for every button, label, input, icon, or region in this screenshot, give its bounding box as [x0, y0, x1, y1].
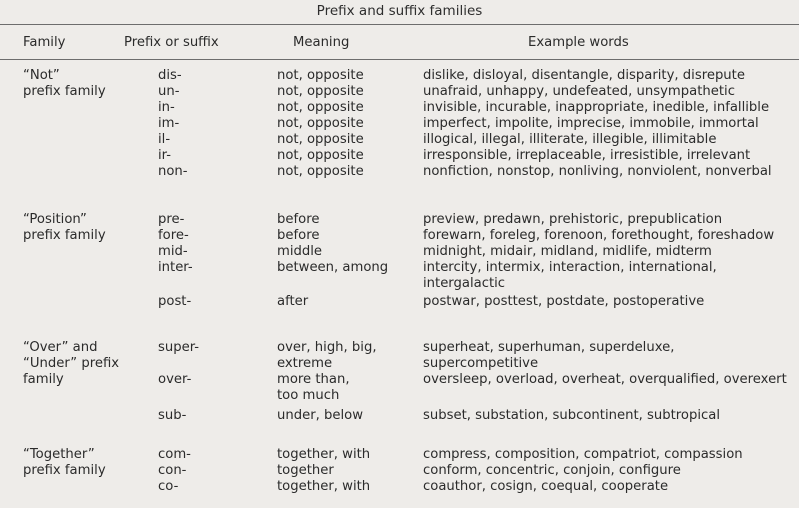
table-row	[0, 463, 799, 479]
prefix-cell: post-	[158, 294, 192, 309]
meaning-header: Meaning	[293, 35, 350, 50]
not-prefix-group	[0, 68, 799, 180]
table-row	[0, 164, 799, 180]
meaning-cell: middle	[277, 244, 323, 259]
meaning-cell: together, with	[277, 447, 371, 462]
meaning-cell: not, opposite	[277, 68, 364, 83]
prefix-cell: con-	[158, 463, 187, 478]
examples-cell: compress, composition, compatriot, compassion	[423, 447, 743, 462]
prefix-cell: dis-	[158, 68, 182, 83]
meaning-cell: together	[277, 463, 334, 478]
table-row	[0, 148, 799, 164]
examples-cell: forewarn, foreleg, forenoon, forethought, foreshadow	[423, 228, 775, 243]
examples-cell: illogical, illegal, illiterate, illegible, illimitable	[423, 132, 717, 147]
over-under-prefix-group	[0, 340, 799, 424]
examples-cell: dislike, disloyal, disentangle, disparity, disrepute	[423, 68, 745, 83]
family-header: Family	[23, 35, 66, 50]
examples-cell: preview, predawn, prehistoric, prepublication	[423, 212, 723, 227]
header-rule	[0, 59, 799, 60]
examples-header: Example words	[528, 35, 629, 50]
table-row	[0, 340, 799, 372]
table-row	[0, 228, 799, 244]
prefix-cell: fore-	[158, 228, 189, 243]
prefix-cell: super-	[158, 340, 200, 355]
table-row	[0, 68, 799, 84]
together-prefix-group	[0, 447, 799, 495]
examples-cell: oversleep, overload, overheat, overqualified, overexert	[423, 372, 787, 387]
prefix-cell: un-	[158, 84, 180, 99]
table-header-row	[0, 35, 799, 53]
meaning-cell: over, high, big, extreme	[277, 340, 377, 371]
prefix-cell: non-	[158, 164, 188, 179]
table-row	[0, 447, 799, 463]
prefix-cell: pre-	[158, 212, 185, 227]
table-row	[0, 116, 799, 132]
prefix-cell: mid-	[158, 244, 188, 259]
table-title: Prefix and suffix families	[316, 3, 483, 19]
family-label: “Not” prefix family	[23, 68, 106, 99]
meaning-cell: before	[277, 212, 320, 227]
meaning-cell: not, opposite	[277, 100, 364, 115]
meaning-cell: not, opposite	[277, 164, 364, 179]
table-row	[0, 244, 799, 260]
prefix-cell: inter-	[158, 260, 193, 275]
meaning-cell: under, below	[277, 408, 364, 423]
examples-cell: imperfect, impolite, imprecise, immobile, immortal	[423, 116, 759, 131]
prefix-cell: im-	[158, 116, 180, 131]
prefix-cell: co-	[158, 479, 179, 494]
table-row	[0, 294, 799, 310]
examples-cell: unafraid, unhappy, undefeated, unsympathetic	[423, 84, 735, 99]
table-row	[0, 479, 799, 495]
examples-cell: invisible, incurable, inappropriate, inedible, infallible	[423, 100, 770, 115]
prefix-cell: il-	[158, 132, 171, 147]
meaning-cell: not, opposite	[277, 132, 364, 147]
table-row	[0, 100, 799, 116]
meaning-cell: after	[277, 294, 309, 309]
top-rule	[0, 24, 799, 25]
meaning-cell: between, among	[277, 260, 389, 275]
meaning-cell: not, opposite	[277, 84, 364, 99]
table-row	[0, 260, 799, 292]
meaning-cell: not, opposite	[277, 116, 364, 131]
examples-cell: postwar, posttest, postdate, postoperative	[423, 294, 705, 309]
meaning-cell: together, with	[277, 479, 371, 494]
examples-cell: coauthor, cosign, coequal, cooperate	[423, 479, 669, 494]
examples-cell: midnight, midair, midland, midlife, midterm	[423, 244, 712, 259]
prefix-cell: ir-	[158, 148, 171, 163]
examples-cell: subset, substation, subcontinent, subtropical	[423, 408, 721, 423]
prefix-header: Prefix or suffix	[124, 35, 219, 50]
prefix-cell: in-	[158, 100, 175, 115]
meaning-cell: before	[277, 228, 320, 243]
prefix-cell: over-	[158, 372, 192, 387]
table-row	[0, 132, 799, 148]
examples-cell: nonfiction, nonstop, nonliving, nonviolent, nonverbal	[423, 164, 772, 179]
prefix-cell: com-	[158, 447, 191, 462]
family-label: “Over” and “Under” prefix family	[23, 340, 120, 387]
table-row	[0, 372, 799, 404]
meaning-cell: not, opposite	[277, 148, 364, 163]
examples-cell: superheat, superhuman, superdeluxe, supercompetitive	[423, 340, 675, 371]
table-row	[0, 212, 799, 228]
table-row	[0, 84, 799, 100]
table-row	[0, 408, 799, 424]
position-prefix-group	[0, 212, 799, 310]
prefix-cell: sub-	[158, 408, 187, 423]
examples-cell: intercity, intermix, interaction, international, intergalactic	[423, 260, 717, 291]
family-label: “Together” prefix family	[23, 447, 106, 478]
examples-cell: irresponsible, irreplaceable, irresistible, irrelevant	[423, 148, 751, 163]
meaning-cell: more than, too much	[277, 372, 350, 403]
family-label: “Position” prefix family	[23, 212, 106, 243]
examples-cell: conform, concentric, conjoin, configure	[423, 463, 681, 478]
